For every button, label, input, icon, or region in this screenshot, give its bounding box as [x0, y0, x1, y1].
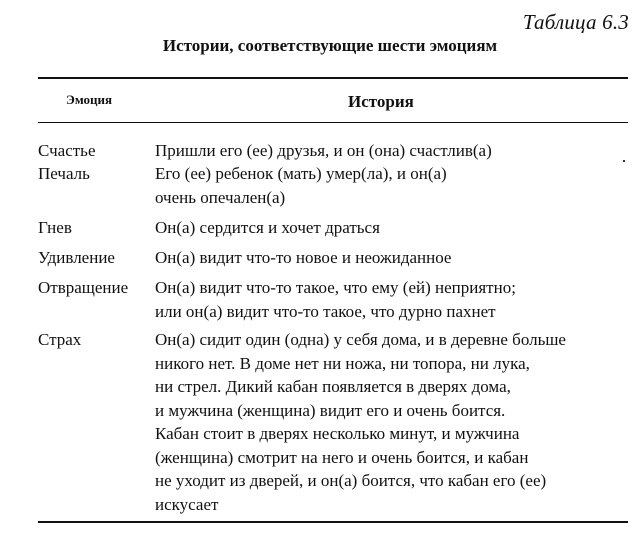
story-line: и мужчина (женщина) видит его и очень боится. [155, 400, 506, 420]
story-line: Он(а) сидит один (одна) у себя дома, и в деревне больше [155, 330, 566, 349]
story-line: никого нет. В доме нет ни ножа, ни топора, ни лука, [155, 353, 530, 373]
story-line: ни стрел. Дикий кабан появляется в дверях дома, [155, 377, 511, 396]
emotion-cell: Счастье [38, 141, 96, 160]
story-line: Пришли его (ее) друзья, и он (она) счастлив(а) [155, 141, 492, 160]
emotion-cell: Печаль [38, 164, 90, 183]
story-cell [155, 276, 635, 323]
story-line: (женщина) смотрит на него и очень боится, и кабан [155, 447, 529, 467]
table-top-rule [38, 77, 628, 79]
story-cell [155, 216, 635, 240]
scan-speck [623, 160, 625, 162]
story-line: Он(а) видит что-то такое, что ему (ей) неприятно; [155, 278, 516, 297]
story-cell [155, 162, 635, 209]
story-line: не уходит из дверей, и он(а) боится, что кабан его (ее) [155, 471, 547, 490]
table-bottom-rule [38, 521, 628, 523]
table-title: Истории, соответствующие шести эмоциям [162, 36, 498, 55]
emotion-cell: Отвращение [38, 278, 129, 297]
story-line: Его (ее) ребенок (мать) умер(ла), и он(а) [155, 164, 447, 183]
story-line: или он(а) видит что-то такое, что дурно пахнет [155, 301, 496, 321]
emotion-cell: Гнев [38, 218, 72, 237]
story-line: Он(а) видит что-то новое и неожиданное [155, 248, 452, 267]
story-cell [155, 328, 635, 516]
column-header-story: История [348, 92, 414, 111]
story-cell [155, 139, 635, 163]
table-header-rule [38, 122, 628, 123]
story-line: Кабан стоит в дверях несколько минут, и мужчина [155, 424, 520, 443]
emotion-cell: Страх [38, 330, 82, 349]
emotion-cell: Удивление [38, 248, 115, 267]
story-line: Он(а) сердится и хочет драться [155, 218, 380, 237]
story-line: искусает [155, 494, 219, 514]
column-header-emotion: Эмоция [66, 92, 113, 107]
table-number-label: Таблица 6.3 [522, 10, 629, 34]
story-cell [155, 246, 635, 270]
story-line: очень опечален(а) [155, 187, 286, 207]
